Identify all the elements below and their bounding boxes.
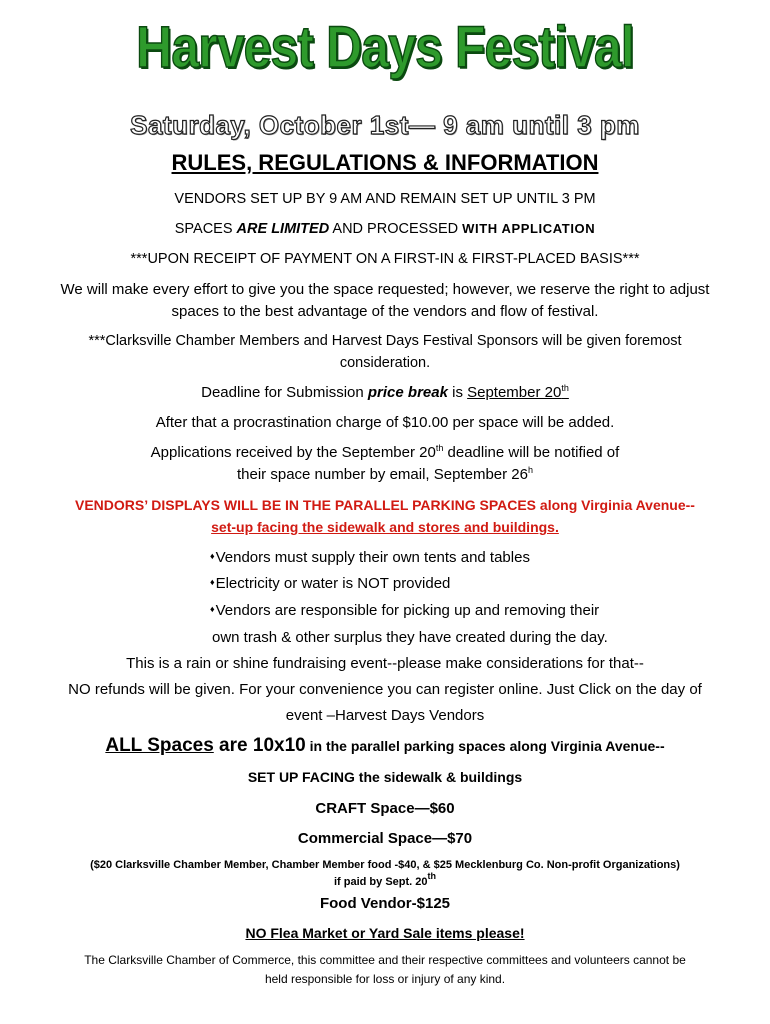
deadline-pre: Deadline for Submission: [201, 384, 368, 401]
festival-title: Harvest Days Festival: [136, 15, 634, 80]
members-line-2: consideration.: [339, 355, 431, 371]
spaces-mid: AND PROCESSED: [329, 221, 463, 237]
displays-line-2: set-up facing the sidewalk and stores and buildings.: [211, 519, 559, 535]
bullet-text: Vendors are responsible for picking up and removing their: [215, 602, 600, 619]
members-line-1: ***Clarksville Chamber Members and Harvest Days Festival Sponsors will be given foremost: [88, 333, 682, 349]
bullet-text: Vendors must supply their own tents and tables: [215, 549, 530, 566]
event-link-line: event –Harvest Days Vendors: [285, 707, 485, 724]
deadline-date-sup: th: [561, 383, 569, 393]
vendors-setup-line: VENDORS SET UP BY 9 AM AND REMAIN SET UP UNTIL 3 PM: [174, 191, 596, 207]
no-refunds-line: NO refunds will be given. For your convenience you can register online. Just Click on the day of: [68, 681, 702, 698]
space-size: 10x10: [252, 735, 306, 756]
disclaimer-line-2: held responsible for loss or injury of any kind.: [264, 972, 506, 986]
spaces-limited-line: [0, 221, 770, 237]
no-flea-market-line: NO Flea Market or Yard Sale items please!: [245, 925, 525, 941]
rain-or-shine-line: This is a rain or shine fundraising event--please make considerations for that--: [126, 655, 644, 672]
deadline-mid: is: [447, 384, 468, 401]
commercial-space-price: Commercial Space—$70: [297, 830, 473, 847]
all-spaces-label: ALL Spaces: [105, 735, 214, 756]
spaces-pre: SPACES: [174, 221, 237, 237]
disclaimer-line-1: The Clarksville Chamber of Commerce, this committee and their respective committees and volunteers cannot be: [84, 953, 686, 967]
all-spaces-are: are: [213, 735, 253, 756]
diamond-bullet-icon: ♦: [210, 604, 215, 614]
procrastination-line: After that a procrastination charge of $10.00 per space will be added.: [155, 414, 615, 431]
applications-pre: Applications received by the September 20: [150, 444, 436, 461]
bullet-item: [210, 575, 450, 592]
date-time-line: Saturday, October 1st— 9 am until 3 pm: [130, 110, 640, 140]
payment-basis-line: ***UPON RECEIPT OF PAYMENT ON A FIRST-IN & FIRST-PLACED BASIS***: [130, 251, 640, 267]
bullet-continuation: own trash & other surplus they have created during the day.: [212, 629, 608, 646]
applications-line-2: [0, 466, 770, 483]
food-vendor-price: Food Vendor-$125: [319, 895, 451, 912]
effort-line-2: spaces to the best advantage of the vendors and flow of festival.: [171, 303, 599, 320]
deadline-date-text: September 20: [467, 384, 562, 401]
bullet-item: [210, 549, 530, 566]
paid-by-line: [0, 871, 770, 888]
craft-space-price: CRAFT Space—$60: [315, 800, 455, 817]
price-break: price break: [367, 384, 448, 401]
paid-by-sup: th: [427, 871, 437, 881]
all-spaces-rest: in the parallel parking spaces along Virginia Avenue--: [305, 738, 665, 754]
applications-line-1: [0, 444, 770, 461]
deadline-date: [467, 384, 569, 401]
displays-line-1: VENDORS’ DISPLAYS WILL BE IN THE PARALLEL PARKING SPACES along Virginia Avenue--: [75, 497, 695, 513]
bullet-text: Electricity or water is NOT provided: [215, 575, 451, 592]
diamond-bullet-icon: ♦: [210, 577, 215, 587]
rules-heading: RULES, REGULATIONS & INFORMATION: [171, 150, 599, 175]
with-application: WITH APPLICATION: [462, 221, 596, 236]
diamond-bullet-icon: ♦: [210, 551, 215, 561]
applications-post: deadline will be notified of: [443, 444, 620, 461]
paid-by-text: if paid by Sept. 20: [333, 876, 428, 888]
are-limited: ARE LIMITED: [236, 221, 330, 237]
discount-line: ($20 Clarksville Chamber Member, Chamber Member food -$40, & $25 Mecklenburg Co. Non-profit Organizations): [90, 859, 680, 871]
bullet-item: [210, 602, 599, 619]
all-spaces-line: [0, 735, 770, 757]
setup-facing-line: SET UP FACING the sidewalk & buildings: [247, 769, 523, 785]
deadline-line: [0, 384, 770, 401]
applications-line2-sup: h: [527, 465, 533, 475]
applications-line2-text: their space number by email, September 26: [237, 466, 528, 483]
applications-sup: th: [435, 443, 444, 453]
effort-line-1: We will make every effort to give you the space requested; however, we reserve the right to adjust: [60, 281, 710, 298]
